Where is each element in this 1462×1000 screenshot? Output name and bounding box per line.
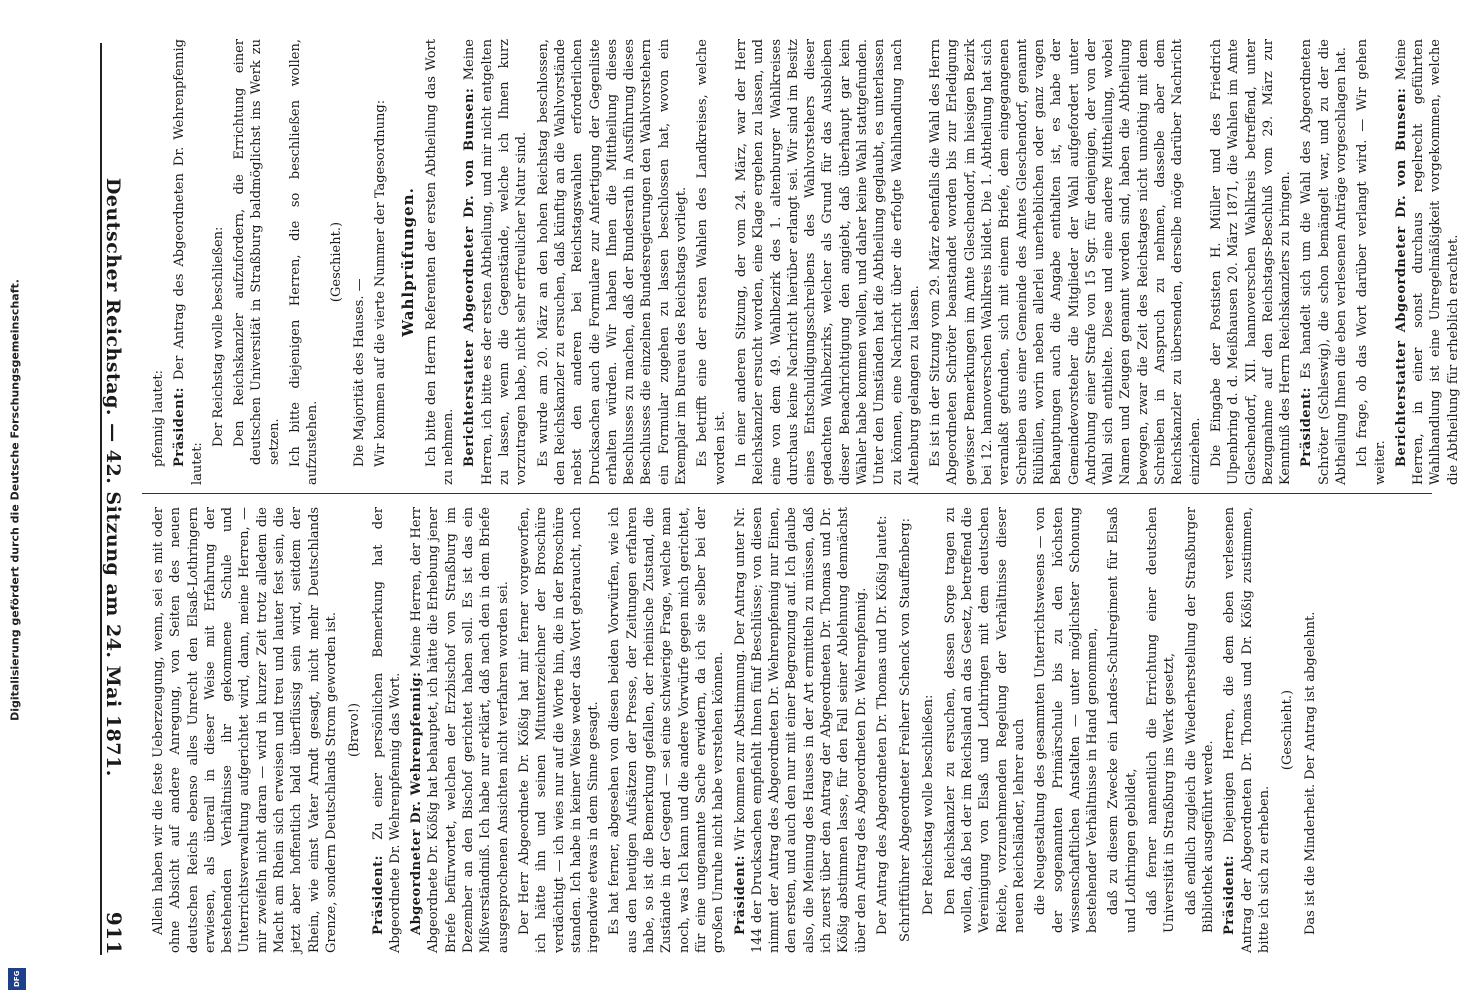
paragraph — [733, 39, 923, 485]
paragraph-text: Diejenigen Herren, die dem eben verlesenen Antrag der Abgeordneten Dr. Thomas und Dr. Kößig zustimmen, bitte ich sich zu erheben. — [1222, 507, 1272, 953]
paragraph-text: daß endlich zugleich die Wiederherstellung der Straßburger Bibliothek ausgeführt werde. — [1183, 507, 1216, 933]
paragraph — [694, 39, 729, 485]
paragraph-text: Die Eingabe der Postisten H. Müller und des Friedrich Ulpenbring d. d. Meißhausen 20. März 1871, die Wahlen im Amte Gleschendorf, XII. hannoverschen Wahlkreis betreffend, unter Bezugnahme auf den Reichstags-Beschluß vom 29. März zur Kenntniß des Herrn Reichskanzlers zu bringen. — [1208, 39, 1294, 485]
paragraph — [231, 39, 283, 465]
speaker-name: Präsident: — [172, 387, 188, 467]
speaker-name: Präsident: — [370, 855, 386, 935]
paragraph — [1221, 507, 1273, 953]
paragraph-text: Wir kommen zur Abstimmung. Der Antrag unter Nr. 144 der Drucksachen empfiehlt Ihnen fünf Beschlüsse; von diesen nimmt der Antrag des Abgeordneten Dr. Wehrenpfennig nur Einen, den ersten, und auch den nur mit einer Begrenzung auf. Ich glaube also, die Meinung des Hauses in der Art ermitteln zu müssen, daß ich zuerst über den Antrag der Abgeordneten Dr. Thomas und Dr. Kößig abstimmen lasse, für den Fall seiner Ablehnung demnächst über den Antrag des Abgeordneten Dr. Wehrenpfennig. — [732, 507, 869, 953]
paragraph-text: Allein haben wir die feste Ueberzeugung, wenn, sei es mit oder ohne Absicht auf andere Anregung, von Seiten des neuen deutschen Reichs ebenso alles Unrecht den Elsaß-Lothringern erwiesen, als überall in dieser Weise mit Erfahrung der bestehenden Verhältnisse ihr gekommene Schule und Unterrichtsverwaltung aufgerichtet wird, dann, meine Herren, — mir zweifeln nicht daran — wird in kurzer Zeit trotz alledem die Macht am Rhein sich erweisen und treu und lauter fest sein, die jetzt aber hoffentlich bald überflüssig sein wird, seitdem der Rhein, wie einst Vater Arndt gesagt, nicht mehr Deutschlands Grenze, sondern Deutschlands Strom geworden ist. — [151, 507, 339, 953]
digitization-credit — [2, 0, 28, 1000]
paragraph-text: daß zu diesem Zwecke ein Landes-Schulregiment für Elsaß und Lothringen gebildet, — [1106, 507, 1139, 933]
paragraph — [920, 507, 937, 933]
paragraph — [535, 39, 691, 485]
paragraph-text: Meine Herren, ich bitte es der ersten Abtheilung, und mir nicht entgelten zu lassen, wenn die Gegenstände, welche ich Ihnen kurz vorzutragen habe, nicht sehr erfreulicher Natur sind. — [462, 39, 530, 485]
paragraph-text: Schriftführer Abgeordneter Freiherr Schenck von Stauffenberg: — [898, 518, 914, 942]
paragraph — [1105, 507, 1140, 933]
paragraph-text: Meine Herren, in einer sonst durchaus regelrecht geführten Wahlhandlung ist eine Unregelmäßigkeit vorgekommen, welche die Abtheilung für erheblich erachtet. — [1393, 39, 1461, 485]
paragraph-text: Der Reichstag wolle beschließen: — [210, 226, 226, 447]
paragraph-text: Der Antrag des Abgeordneten Dr. Thomas und Dr. Kößig lautet: — [874, 515, 890, 935]
paragraph-text: Das ist die Minderheit. Der Antrag ist abgelehnt. — [1303, 611, 1319, 935]
paragraph-text: Wir kommen auf die vierte Nummer der Tagesordnung: — [373, 99, 389, 467]
paragraph — [400, 39, 417, 485]
paragraph-text: Den Reichskanzler zu ersuchen, dessen Sorge tragen zu wollen, daß bei der im Reichsland an das Gesetz, betreffend die Vereinigung von Elsaß und Lothringen mit dem deutschen Reiche, vorzunehmenden Regelung der Verhältnisse dieser neuen Reichsländer, lehrer auch — [942, 507, 1027, 933]
paragraph — [372, 39, 389, 485]
paragraph-text: (Geschieht.) — [1280, 689, 1296, 771]
paragraph-text: Zu einer persönlichen Bemerkung hat der Abgeordnete Dr. Wehrenpfennig das Wort. — [370, 507, 403, 953]
paragraph-text: Die Majorität des Hauses. — — [351, 278, 367, 467]
paragraph-text: daß ferner namentlich die Errichtung einer deutschen Universität in Straßburg ins Werk gesetzt, — [1145, 507, 1178, 933]
paragraph — [346, 507, 363, 953]
paragraph-text: Meine Herren, der Herr Abgeordnete Dr. Kößig hat behauptet, ich hätte die Erhebung jener Briefe befürwortet, welchen der Erzbischof von Straßburg im Dezember an den Bischof gerichtet haben soll. Es ist das ein Mißverständniß. Ich habe nur erklärt, daß nach den in dem Briefe ausgesprochenen Ansichten nicht verfahren worden sei. — [409, 507, 511, 953]
paragraph — [171, 39, 206, 485]
credit-text: Digitalisierung gefördert durch die Deutsche Forschungsgemeinschaft. — [8, 279, 22, 721]
paragraph-text: Der Herr Abgeordnete Dr. Kößig hat mir ferner vorgeworfen, ich hätte ihn und seinen Mitunterzeichner der Broschüre verdächtigt — ich wies nur auf die Worte hin, die in der Broschüre standen. Ich habe in keiner Weise weder das Wort gebraucht, noch irgendwie etwas in dem Sinne gesagt. — [516, 507, 602, 953]
paragraph-text: Der Antrag des Abgeordneten Dr. Wehrenpfennig lautet: — [172, 38, 205, 485]
paragraph — [606, 507, 727, 953]
paragraph-text: pfennig lautet: — [151, 370, 166, 467]
paragraph — [150, 39, 167, 485]
paragraph-text: Ich frage, ob das Wort darüber verlangt wird. — Wir gehen weiter. — [1355, 39, 1388, 485]
speaker-name: Berichterstatter Abgeordneter Dr. von Bunsen: — [1393, 87, 1409, 467]
paragraph — [150, 507, 340, 953]
page-header — [100, 43, 142, 955]
paragraph-text: Ich bitte diejenigen Herren, die so beschließen wollen, aufzustehen. — [288, 39, 321, 485]
speaker-name: Präsident: — [1299, 387, 1315, 467]
speaker-name: Abgeordneter Dr. Wehrenpfennig: — [409, 671, 425, 935]
paragraph — [461, 39, 530, 485]
paragraph — [210, 39, 227, 465]
paragraph — [287, 39, 322, 485]
left-column — [150, 507, 1420, 953]
paragraph — [408, 507, 512, 953]
paragraph — [942, 507, 1028, 933]
paragraph-text: Der Reichstag wolle beschließen: — [921, 694, 937, 915]
paragraph-text: Ich bitte den Herrn Referenten der ersten Abtheilung das Wort zu nehmen. — [423, 39, 457, 485]
paragraph — [423, 39, 458, 485]
right-column — [150, 38, 1461, 485]
page-content — [0, 35, 1461, 955]
page-header-title: Deutscher Reichstag. — 42. Sitzung am 24. Mai 1871. — [102, 177, 124, 777]
column-divider — [142, 493, 1432, 494]
paragraph — [1144, 507, 1179, 933]
page-number: 911 — [102, 911, 126, 955]
paragraph-text: Es hat ferner, abgesehen von diesen beiden Vorwürfen, wie ich aus den heutigen Aufsätzen der Presse, der Zeitungen erfahren habe, so ist die Bemerkung gefallen, der rheinische Zustand, die Zustände in der Gegend — sei eine schwierige Frage, welche man noch, was Ich kann und die andere Vorwürfe gegen mich gerichtet, für eine ungenannte Sache erwidern, da ich sie selber bei der großen Unruhe nicht habe verstehen können. — [607, 507, 727, 953]
paragraph — [897, 507, 914, 953]
paragraph-text: die Neugestaltung des gesammten Unterrichtswesens — von der sogenannten Primärschule bis zu den höchsten wissenschaftlichen Anstalten — unter möglichster Schonung bestehender Verhältnisse in Hand genommen, — [1033, 507, 1101, 933]
speaker-name: Berichterstatter Abgeordneter Dr. von Bunsen: — [462, 87, 478, 467]
paragraph — [1302, 507, 1319, 953]
paragraph-text: Es betrifft eine der ersten Wahlen des Landkreises, welche worden ist. — [695, 39, 728, 485]
paragraph — [732, 507, 870, 953]
paragraph — [516, 507, 602, 953]
paragraph-text: Es handelt sich um die Wahl des Abgeordneten Schröter (Schleswig), die schon bemängelt war, und zu der die Abtheilung Ihnen die eben verlesenen Anträge vorgeschlagen hat. — [1299, 39, 1349, 485]
paragraph-text: Wahlprüfungen. — [398, 187, 417, 337]
paragraph-text: Den Reichskanzler aufzufordern, die Errichtung einer deutschen Universität in Straßburg baldmöglichst ins Werk zu setzen. — [232, 39, 282, 465]
paragraph-text: Es ist in der Sitzung vom 29. März ebenfalls die Wahl des Herrn Abgeordneten Schröter beanstandet worden bis zur Erledigung gewisser Bemerkungen im Amte Gleschendorf, im hiesigen Bezirk bei 12. hannoverschen Wahlkreis bildet. Die 1. Abtheilung hat sich veranlaßt gefunden, sich mit einem Briefe, dem eingegangenen Schreiben aus einer Gemeinde des Amtes Gleschendorf, genannt Rülbüllen, worin neben allerlei unerheblichen oder ganz vagen Behauptungen auch die Angabe enthalten ist, es habe der Gemeindevorsteher die Mitglieder der Wahl aufgefordert unter Androhung einer Strafe von 15 Sgr. für denjenigen, der von der Wahl sich enthielte. Diese und eine andere Mittheilung, wobei Namen und Zeugen genannt worden sind, haben die Abtheilung bewogen, zwar die Zeit des Reichstages nicht unnöthig mit dem Schreiben in Anspruch zu nehmen, dasselbe aber dem Reichskanzler zu übersenden, derselbe möge darüber Nachricht einziehen. — [928, 39, 1203, 485]
paragraph — [370, 507, 405, 953]
paragraph-text: In einer anderen Sitzung, der vom 24. März, war der Herr Reichskanzler ersucht worden, eine Klage ergehen zu lassen, und eine von dem 49. Wahlbezirk des 1. altenburger Wahlkreises durchaus keine Nachricht hierüber erlangt sei. Wir sind im Besitz eines Entschuldigungsschreibens des Wahlvorstehers dieser gedachten Wahlbezirks, welcher als Grund für das Ausbleiben dieser Benachrichtigung den angiebt, daß überhaupt gar kein Wähler habe kommen wollen, und daher keine Wahl stattgefunden. Unter den Umständen hat die Abtheilung geglaubt, es unterlassen zu können, eine Nachricht über die erfolgte Wahlhandlung nach Altenburg gelangen zu lassen. — [733, 39, 922, 485]
paragraph — [328, 39, 345, 485]
paragraph — [927, 39, 1204, 485]
speaker-name: Präsident: — [732, 855, 748, 935]
speaker-name: Präsident: — [1222, 855, 1238, 935]
dfg-logo-mark: DFG — [8, 968, 26, 990]
paragraph — [1279, 507, 1296, 953]
paragraph-text: (Bravo!) — [347, 702, 363, 758]
paragraph — [1354, 39, 1389, 485]
paragraph-text: (Geschieht.) — [328, 221, 344, 303]
paragraph — [1208, 39, 1294, 485]
paragraph — [1393, 39, 1462, 485]
paragraph — [1032, 507, 1101, 933]
paragraph — [1298, 39, 1350, 485]
paragraph — [351, 39, 368, 485]
paragraph-text: Es wurde am 20. März an den hohen Reichstag beschlossen, den Reichskanzler zu ersuchen, daß künftig an die Wahlvorstände nebst den anderen bei Reichstagswahlen erforderlichen Drucksachen auch die Formulare zur Anfertigung der Gegenliste erhalten würden. Wir haben Ihnen die Mittheilung dieses Beschlusses zu machen, daß der Bundesrath in Ausführung dieses Beschlusses die einzelnen Bundesregierungen den Wahlvorstehern ein Formular zugehen zu lassen beschlossen hat, wovon ein Exemplar im Bureau des Reichstags vorliegt. — [535, 39, 690, 485]
dfg-logo — [6, 966, 28, 992]
paragraph — [874, 507, 891, 953]
paragraph — [1183, 507, 1218, 933]
